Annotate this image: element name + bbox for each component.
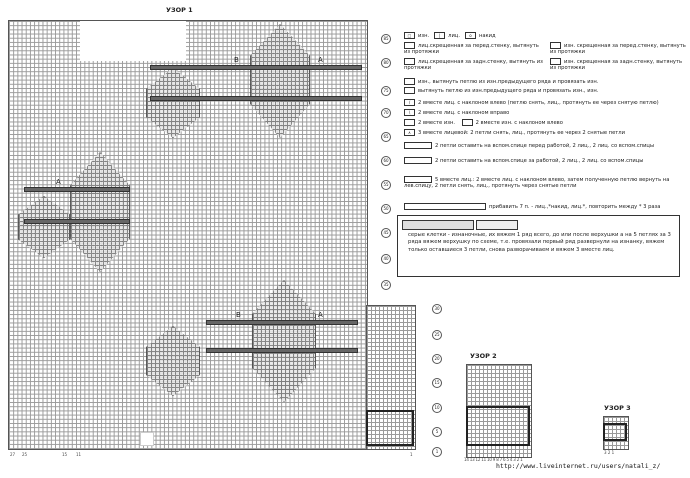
row-number: 55	[381, 180, 391, 190]
motif-label-a: A	[318, 311, 323, 319]
row-number: 10	[432, 403, 442, 413]
pattern3-ticks: 3 2 1	[604, 450, 615, 455]
column-tick: 25	[22, 452, 28, 457]
column-tick: 11	[76, 452, 82, 457]
p2tog-symbol	[404, 119, 415, 126]
purl-symbol: □	[404, 32, 415, 39]
legend-item: 2 петли оставить на вспом.спице за работой, 2 лиц., 2 лиц. со вспом.спицы	[404, 157, 674, 164]
row-number: 20	[432, 354, 442, 364]
k2tog-left-symbol: /	[404, 99, 415, 106]
pattern2-ticks: 14 13 12 11 10 9 8 7 6 5 4 3 2 1	[464, 457, 523, 462]
legend-item: лиц.скрещенная за задн.стенку, вытянуть из протяжки	[404, 59, 543, 71]
motif-label-b: B	[236, 311, 241, 319]
motif-label-b: B	[234, 56, 239, 64]
row-number: 5	[432, 427, 442, 437]
twisted-knit-back-symbol	[404, 58, 415, 65]
legend-item: 2 петли оставить на вспом.спице перед работой, 2 лиц., 2 лиц. со вспом.спицы	[404, 142, 674, 149]
twisted-purl-back-symbol	[550, 58, 561, 65]
pull-loop-symbol	[404, 87, 415, 94]
pattern-bar	[24, 219, 130, 224]
row-number: 65	[381, 132, 391, 142]
pull-loop-symbol	[404, 78, 415, 85]
pattern-bar	[206, 348, 358, 353]
highlight-box	[603, 423, 627, 441]
motif-label-a: A	[56, 178, 61, 186]
pattern3-title: УЗОР 3	[604, 404, 631, 412]
row-number: 50	[381, 204, 391, 214]
twisted-knit-symbol	[404, 42, 415, 49]
increase-7-symbol	[404, 203, 486, 210]
chart-blank-area	[80, 21, 186, 61]
legend-item: изн. скрещенная за перед.стенку, вытянуть из протяжки	[550, 43, 686, 55]
twisted-purl-symbol	[550, 42, 561, 49]
legend-item: вытянуть петлю из изн.предыдущего ряда и провязать изн., изн.	[404, 87, 598, 94]
note-chart-sample	[476, 220, 518, 230]
row-number: 25	[432, 330, 442, 340]
note-box	[397, 215, 680, 277]
pattern1-title: УЗОР 1	[166, 6, 193, 14]
cable-front-symbol	[404, 142, 432, 149]
highlight-box	[466, 406, 530, 446]
knit-symbol: |	[434, 32, 445, 39]
legend-item: лиц.скрещенная за перед.стенку, вытянуть из протяжки	[404, 43, 539, 55]
legend-item: / 2 вместе лиц. с наклоном влево (петлю снять, лиц., протянуть ее через снятую петлю)	[404, 99, 659, 106]
pattern-bar	[150, 96, 362, 101]
row-number: 40	[381, 254, 391, 264]
note-chart-sample	[402, 220, 474, 230]
row-number: 35	[381, 280, 391, 290]
yarn-over-symbol: о	[465, 32, 476, 39]
legend-item: \ 2 вместе лиц. с наклоном вправо	[404, 109, 509, 116]
pattern2-title: УЗОР 2	[470, 352, 497, 360]
highlight-box	[366, 410, 414, 446]
p2tog-left-symbol	[462, 119, 473, 126]
row-number: 85	[381, 34, 391, 44]
legend-item: изн. скрещенная за задн.стенку, вытянуть из протяжки	[550, 59, 683, 71]
legend-item: прибавить 7 п. - лиц.,*накид, лиц.*, повторить между * 3 раза	[404, 203, 680, 210]
row-number: 70	[381, 108, 391, 118]
pattern-bar	[150, 65, 362, 70]
chart-blank-cell	[140, 432, 154, 446]
source-url: http://www.liveinternet.ru/users/natali_z/	[496, 462, 661, 470]
row-number: 80	[381, 58, 391, 68]
column-tick: 1	[410, 452, 413, 457]
row-number: 45	[381, 228, 391, 238]
k2tog-right-symbol: \	[404, 109, 415, 116]
note-text: серые клетки - изнаночные, их вяжем 1 ряд всего, до или после верхушки а на 5 петлях за 3 ряда вяжем верхушку по схеме, т.е. провязали первый ряд развернули на изнанку, вяжем только оставшиеся 3 петли, снова разворачиваем и вяжем 3 вместе лиц.	[408, 232, 671, 253]
row-number: 75	[381, 86, 391, 96]
column-tick: 15	[62, 452, 68, 457]
legend-item: 5 вместе лиц.: 2 вместе лиц. с наклоном влево, затем полученную петлю вернуть на лев.спицу, 2 петли снять, лиц., протянуть через снятые петли	[404, 177, 670, 189]
column-tick: 27	[10, 452, 16, 457]
pattern-bar	[24, 187, 130, 192]
row-number: 60	[381, 156, 391, 166]
row-number: 30	[432, 304, 442, 314]
legend-item: 2 вместе изн. 2 вместе изн. с наклоном влево	[404, 119, 563, 126]
k5tog-symbol	[404, 176, 432, 183]
legend-item: ∧ 3 вместе лицевой: 2 петли снять, лиц., протянуть ее через 2 снятые петли	[404, 129, 625, 136]
pattern-bar	[206, 320, 358, 325]
legend-item: □ изн. | лиц. о накид	[404, 32, 496, 39]
motif-label-a: A	[318, 56, 323, 64]
row-number: 15	[432, 378, 442, 388]
k3tog-symbol: ∧	[404, 129, 415, 136]
row-number: 1	[432, 447, 442, 457]
legend-item: изн., вытянуть петлю из изн.предыдущего ряда и провязать изн.	[404, 78, 598, 85]
cable-back-symbol	[404, 157, 432, 164]
